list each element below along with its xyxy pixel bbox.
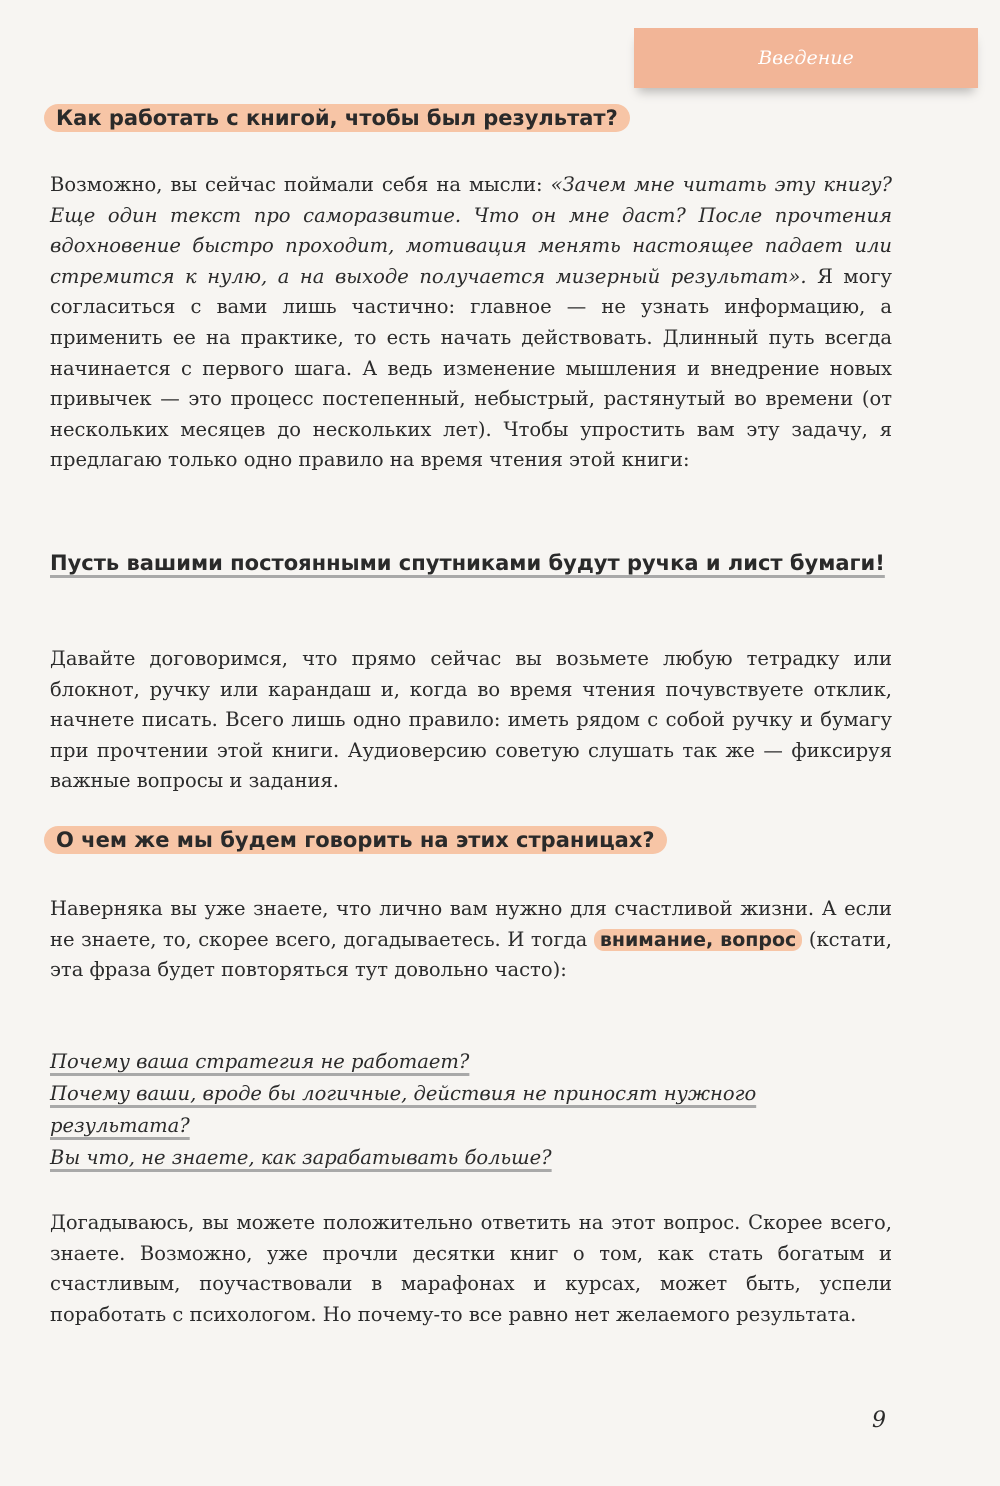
paragraph-guess: Догадываюсь, вы можете положительно ответить на этот вопрос. Скорее всего, знаете. Возможно, уже прочли десятки книг о том, как стать богатым и счастливым, поучаствовали в марафонах и курсах, может быть, успели поработать с психологом. Но почему-то все равно нет желаемого результата. <box>50 1211 892 1326</box>
page-number: 9 <box>872 1408 886 1433</box>
question-intro-text-1: Наверняка вы уже знаете, что лично вам нужно для счастливой жизни. А если не знаете, то, скорее всего, догадываетесь. И тогда <box>50 897 892 951</box>
question-item: Вы что, не знаете, как зарабатывать больше? <box>50 1146 552 1169</box>
section-tab: Введение <box>634 28 978 88</box>
heading-topics-text: О чем же мы будем говорить на этих страницах? <box>44 826 667 854</box>
paragraph-agreement: Давайте договоримся, что прямо сейчас вы возьмете любую тетрадку или блокнот, ручку или карандаш и, когда во время чтения почувствуете отклик, начнете писать. Всего лишь одно правило: иметь рядом с собой ручку и бумагу при прочтении этой книги. Аудиоверсию советую слушать так же — фиксируя важные вопросы и задания. <box>50 647 892 793</box>
paragraph-intro <box>50 170 892 476</box>
question-item: Почему ваша стратегия не работает? <box>50 1050 470 1073</box>
intro-quote: «Зачем мне читать эту книгу? Еще один текст про саморазвитие. Что он мне даст? После прочтения вдохновение быстро проходит, мотивация менять настоящее падает или стремится к нулю, а на выходе получается мизерный результат». <box>50 173 893 288</box>
question-list <box>50 1046 892 1174</box>
rule-heading-text: Пусть вашими постоянными спутниками будут ручка и лист бумаги! <box>50 551 885 575</box>
intro-text-1: Возможно, вы сейчас поймали себя на мысли: <box>50 173 551 196</box>
paragraph-question-intro <box>50 894 892 986</box>
intro-text-2: Я могу согласиться с вами лишь частично: главное — не узнать информацию, а применить ее на практике, то есть начать действовать. Длинный путь всегда начинается с первого шага. А ведь изменение мышления и внедрение новых привычек — это процесс постепенный, небыстрый, растянутый во времени (от нескольких месяцев до нескольких лет). Чтобы упростить вам эту задачу, я предлагаю только одно правило на время чтения этой книги: <box>50 264 893 472</box>
rule-heading <box>50 548 892 578</box>
question-item: Почему ваши, вроде бы логичные, действия не приносят нужного результата? <box>50 1082 757 1137</box>
heading-how-to-work <box>44 106 630 130</box>
highlight-attention-question: внимание, вопрос <box>594 929 802 951</box>
heading-topics <box>44 828 667 852</box>
heading-how-to-work-text: Как работать с книгой, чтобы был результат? <box>44 104 630 132</box>
question-intro-text-2: (кстати, эта фраза будет повторяться тут довольно часто): <box>50 927 892 982</box>
